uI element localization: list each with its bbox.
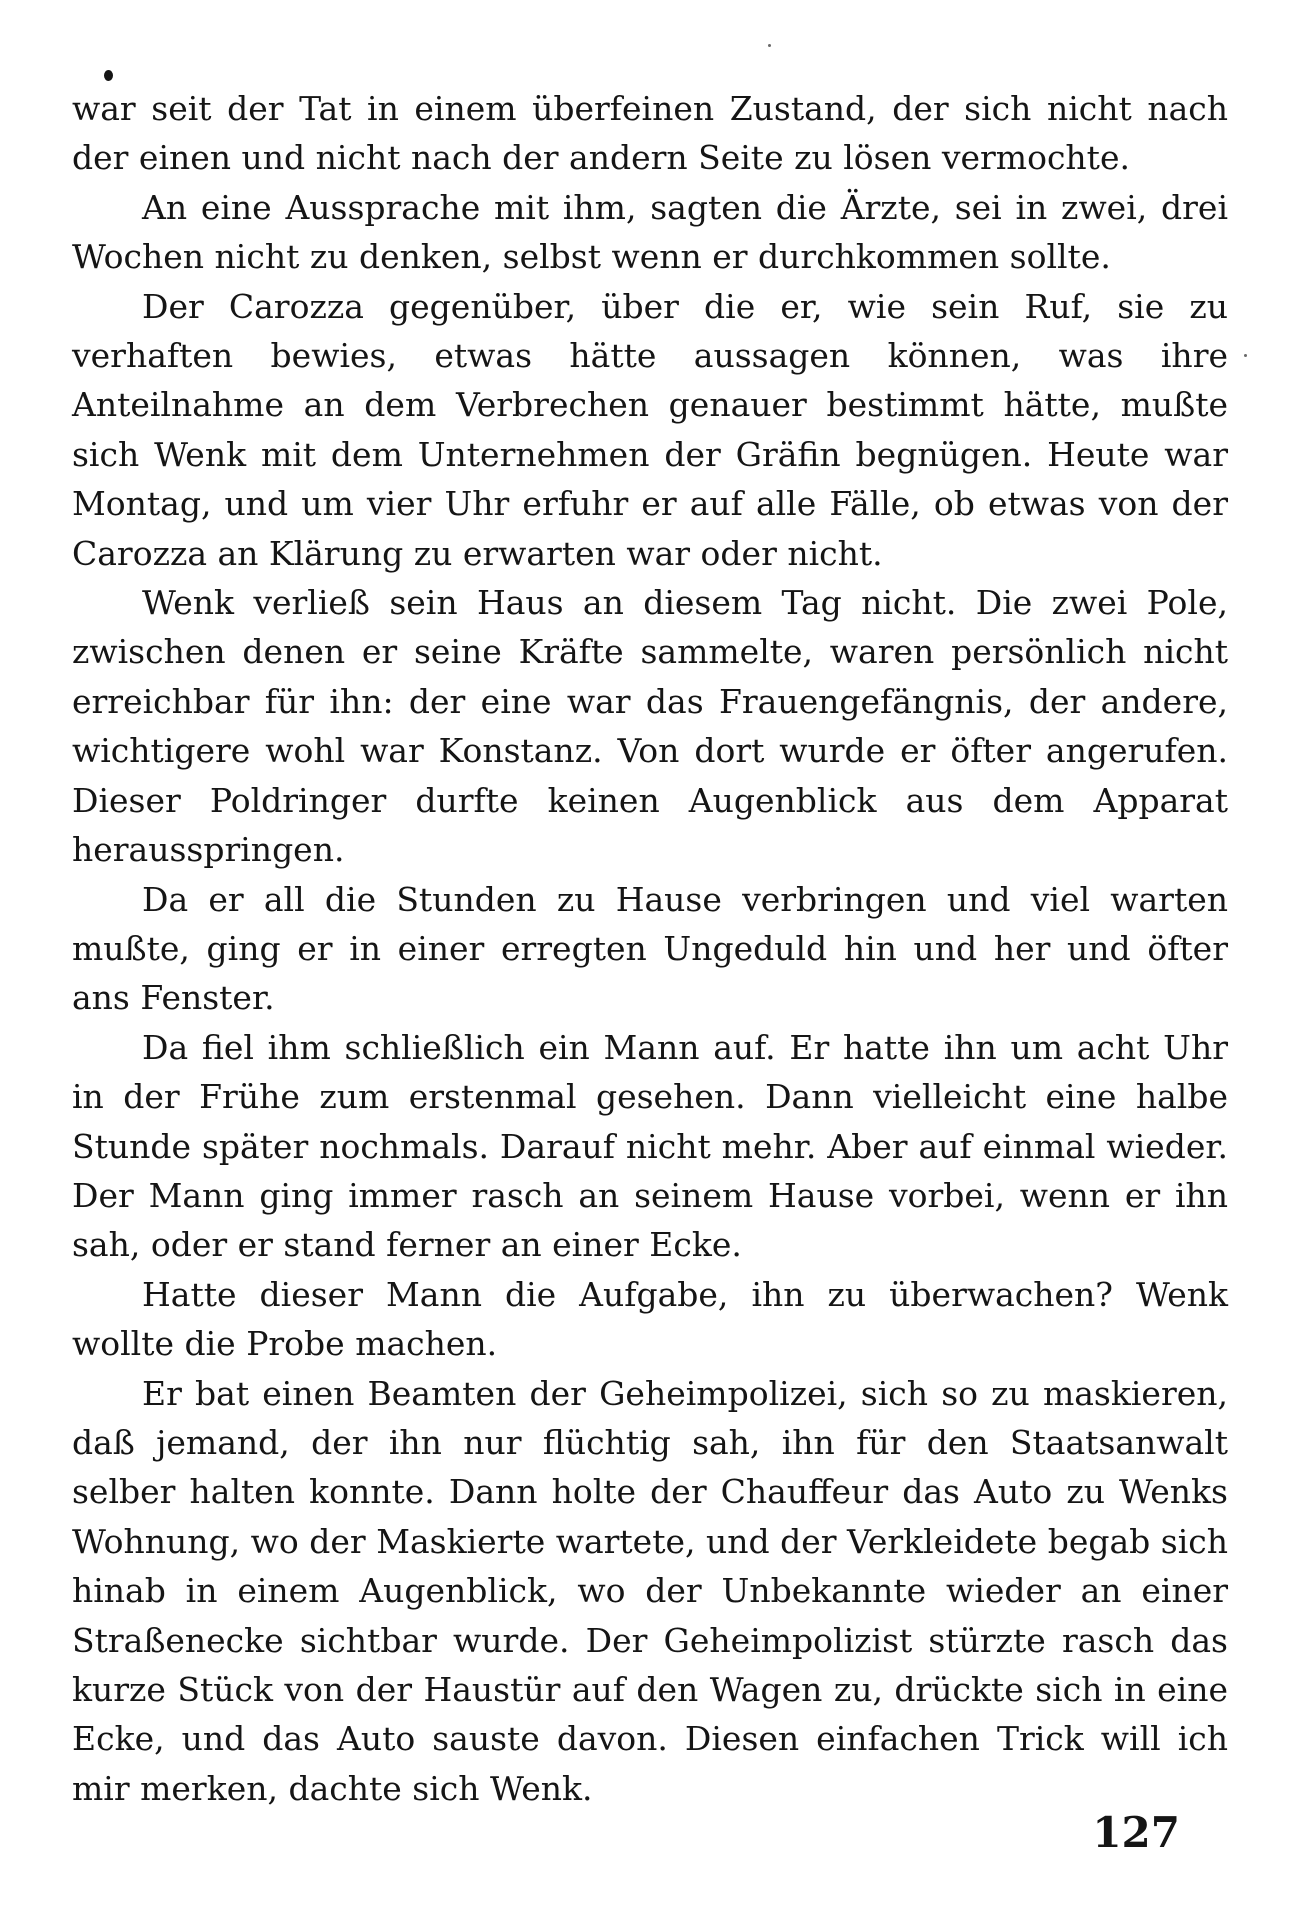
paragraph: Hatte dieser Mann die Aufgabe, ihn zu überwachen? Wenk wollte die Probe machen. (72, 1274, 1228, 1364)
body-text (72, 84, 1228, 1813)
paragraph: Da fiel ihm schließlich ein Mann auf. Er hatte ihn um acht Uhr in der Frühe zum erstenmal gesehen. Dann vielleicht eine halbe Stunde später nochmals. Darauf nicht mehr. Aber auf einmal wieder. Der Mann ging immer rasch an seinem Hause vorbei, wenn er ihn sah, oder er stand ferner an einer Ecke. (72, 1027, 1228, 1265)
paragraph: Er bat einen Beamten der Geheimpolizei, sich so zu maskieren, daß jemand, der ihn nur flüchtig sah, ihn für den Staatsanwalt selber halten konnte. Dann holte der Chauffeur das Auto zu Wenks Wohnung, wo der Maskierte wartete, und der Verkleidete begab sich hinab in einem Augenblick, wo der Unbekannte wieder an einer Straßenecke sichtbar wurde. Der Geheimpolizist stürzte rasch das kurze Stück von der Haustür auf den Wagen zu, drückte sich in eine Ecke, und das Auto sauste davon. Diesen einfachen Trick will ich mir merken, dachte sich Wenk. (72, 1373, 1228, 1808)
paragraph: Der Carozza gegenüber, über die er, wie sein Ruf, sie zu verhaften bewies, etwas hätte aussagen können, was ihre Anteilnahme an dem Verbrechen genauer bestimmt hätte, mußte sich Wenk mit dem Unternehmen der Gräfin begnügen. Heute war Montag, und um vier Uhr erfuhr er auf alle Fälle, ob etwas von der Carozza an Klärung zu erwarten war oder nicht. (72, 286, 1228, 573)
page-number: 127 (1092, 1808, 1180, 1857)
paragraph: war seit der Tat in einem überfeinen Zustand, der sich nicht nach der einen und nicht nach der andern Seite zu lösen vermochte. (72, 89, 1228, 178)
ink-speck (1244, 354, 1247, 357)
paragraph: An eine Aussprache mit ihm, sagten die Ärzte, sei in zwei, drei Wochen nicht zu denken, selbst wenn er durchkommen sollte. (72, 187, 1228, 277)
paragraph: Wenk verließ sein Haus an diesem Tag nicht. Die zwei Pole, zwischen denen er seine Kräfte sammelte, waren persönlich nicht erreichbar für ihn: der eine war das Frauengefängnis, der andere, wichtigere wohl war Konstanz. Von dort wurde er öfter angerufen. Dieser Poldringer durfte keinen Augenblick aus dem Apparat herausspringen. (72, 583, 1228, 870)
ink-speck (768, 44, 771, 47)
paragraph: Da er all die Stunden zu Hause verbringen und viel warten mußte, ging er in einer erregten Ungeduld hin und her und öfter ans Fenster. (72, 879, 1228, 1018)
ink-dot (104, 70, 113, 81)
